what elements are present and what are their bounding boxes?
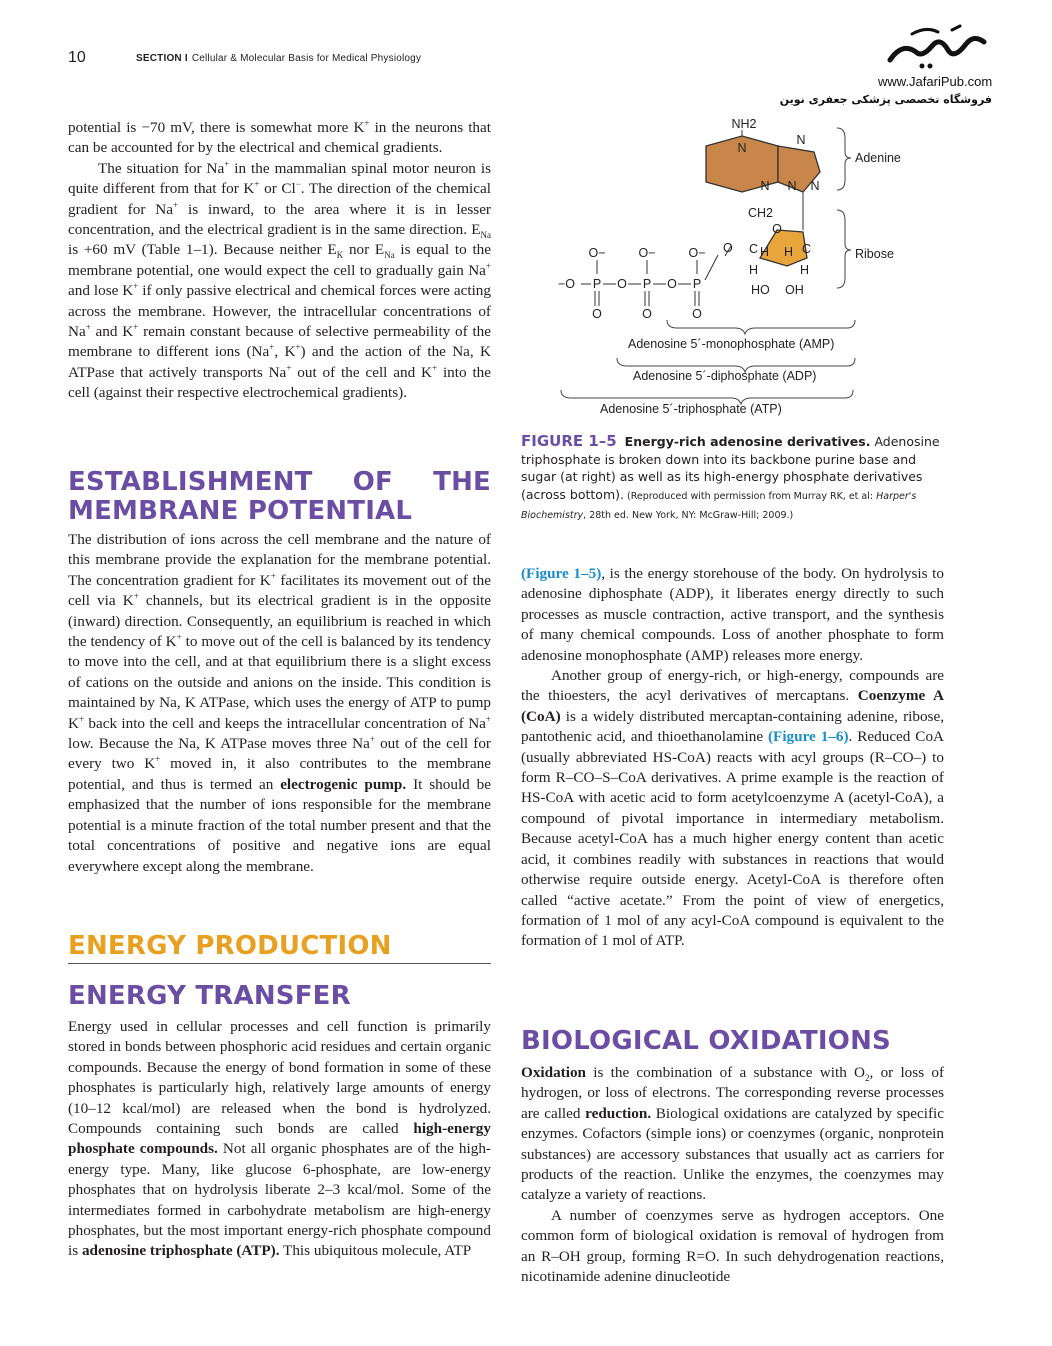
page-number: 10 — [68, 49, 86, 66]
label-n1: N — [737, 141, 747, 155]
right-column-2 — [521, 1063, 944, 1287]
label-om1: O− — [588, 246, 606, 260]
heading-biological-oxidations: BIOLOGICAL OXIDATIONS — [521, 1026, 891, 1056]
label-n3: N — [810, 179, 820, 193]
label-adenine: Adenine — [855, 151, 901, 165]
section-title: Cellular & Molecular Basis for Medical Physiology — [191, 53, 422, 64]
heading-energy-production: ENERGY PRODUCTION — [68, 931, 392, 961]
label-nh2: NH2 — [731, 117, 757, 131]
section-biological-oxidations — [521, 1027, 944, 1056]
paragraph: Oxidation is the combination of a substance with $O_2$, or loss of hydrogen, or loss of electrons. The corresponding reverse processes are called reduction. Biological oxidations are catalyzed by specific enzymes. Cofactors (simple ions) or coenzymes (organic, nonprotein substances) are accessory substances that usually act as carriers for products of the reaction. Unlike the enzymes, the coenzymes may catalyze a variety of reactions. — [521, 1064, 944, 1204]
paragraph: potential is −70 mV, there is somewhat more K+ in the neurons that can be accounted for by the electrical and chemical gradients. — [68, 117, 491, 157]
paragraph: Energy used in cellular processes and cell function is primarily stored in bonds between phosphoric acid residues and certain organic compounds. Because the energy of bond formation in some of these phosphates is particularly high, relatively large amounts of energy (10–12 kcal/mol) are released when the bond is hydrolyzed. Compounds containing such bonds are called high-energy phosphate compounds. Not all organic phosphates are of the high-energy type. Many, like glucose 6-phosphate, are low-energy phosphates that on hydrolysis liberate 2–3 kcal/mol. Some of the intermediates formed in carbohydrate metabolism are high-energy phosphates, but the most important energy-rich phosphate compound is adenosine triphosphate (ATP). This ubiquitous molecule, ATP — [68, 1018, 491, 1260]
paragraph: A number of coenzymes serve as hydrogen acceptors. One common form of biological oxidation is removal of hydrogen from an R–OH group, forming R=O. In such dehydrogenation reactions, nicotinamide adenine dinucleotide — [521, 1206, 944, 1286]
figure-1-5-link[interactable]: (Figure 1–5) — [521, 565, 602, 582]
label-o-b: O — [667, 277, 677, 291]
label-om3: O− — [688, 246, 706, 260]
label-h2: H — [784, 245, 794, 259]
paragraph: The situation for Na+ in the mammalian spinal motor neuron is quite different from that for K+ or Cl−. The direction of the chemical gradient for Na+ is inward, to the area where it is in lesser concentration, and the electrical gradient is in the same direction. $E_{Na}$ is +60 mV (Table 1–1). Because neither $E_K$ nor $E_{Na}$ is equal to the membrane potential, one would expect the cell to gradually gain Na+ and lose K+ if only passive electrical and chemical forces were acting across the membrane. However, the intracellular concentrations of Na+ and K+ remain constant because of selective permeability of the membrane to different ions (Na+, K+) and the action of the Na, K ATPase that actively transports Na+ out of the cell and K+ into the cell (against their respective electrochemical gradients). — [68, 158, 492, 402]
paragraph: Another group of energy-rich, or high-energy, compounds are the thioesters, the acyl derivatives of mercaptans. Coenzyme A (CoA) is a widely distributed mercaptan-containing adenine, ribose, pantothenic acid, and thioethanolamine (Figure 1–6). Reduced CoA (usually abbreviated HS-CoA) reacts with acyl groups (R–CO–) to form R–CO–S–CoA derivatives. A prime example is the reaction of HS-CoA with acetic acid to form acetylcoenzyme A (acetyl-CoA), a compound of pivotal importance in intermediary metabolism. Because acetyl-CoA has a much higher energy content than acetic acid, it combines readily with substances in reactions that would otherwise require outside energy. Acetyl-CoA is therefore often called “active acetate.” From the point of view of energetics, formation of 1 mol of any acyl-CoA compound is equivalent to the formation of 1 mol of ATP. — [521, 667, 944, 950]
running-header — [136, 53, 421, 64]
figure-label: FIGURE 1–5 — [521, 432, 617, 450]
figure-caption — [521, 433, 951, 525]
logo-url: www.JafariPub.com — [878, 74, 993, 89]
heading-energy-transfer: ENERGY TRANSFER — [68, 981, 351, 1011]
logo-calligraphy-icon — [882, 22, 992, 72]
label-p3: P — [692, 277, 702, 291]
paragraph: (Figure 1–5), is the energy storehouse of the body. On hydrolysis to adenosine diphosphate (ADP), it liberates energy directly to such processes as muscle contraction, active transport, and the synthesis of many chemical compounds. Loss of another phosphate to form adenosine monophosphate (AMP) releases more energy. — [521, 565, 944, 664]
label-n5: N — [760, 179, 770, 193]
atp-structure-figure — [555, 108, 935, 428]
figure-credit: (Reproduced with permission from Murray RK, et al: Harper's Biochemistry, 28th ed. New York, NY: McGraw-Hill; 2009.) — [521, 490, 917, 521]
section-energy-production — [68, 932, 491, 1011]
publisher-logo — [779, 22, 993, 106]
label-n2: N — [796, 133, 806, 147]
left-column-3 — [68, 1017, 491, 1262]
right-column — [521, 564, 944, 952]
label-p1: P — [592, 277, 602, 291]
label-c1: C — [749, 242, 759, 256]
label-od3: O — [692, 307, 702, 321]
figure-1-6-link[interactable]: (Figure 1–6) — [767, 728, 849, 746]
label-od2: O — [642, 307, 652, 321]
label-atp: Adenosine 5´-triphosphate (ATP) — [600, 402, 782, 416]
label-om2: O− — [638, 246, 656, 260]
left-column — [68, 118, 491, 404]
label-oh: OH — [785, 283, 804, 297]
label-bridge-o: O — [723, 241, 733, 255]
heading-establishment: ESTABLISHMENT OF THE MEMBRANE POTENTIAL — [68, 467, 491, 526]
section-establishment — [68, 468, 491, 526]
label-h1: H — [760, 245, 770, 259]
label-terminal-o: −O — [558, 277, 576, 291]
figure-title: Energy-rich adenosine derivatives. — [624, 434, 871, 449]
label-o-a: O — [617, 277, 627, 291]
section-label: SECTION I — [136, 53, 188, 64]
figure-text: Adenosine triphosphate is broken down into its backbone purine base and sugar (at right) as well as its high-energy phosphate derivatives (across bottom). — [521, 434, 940, 502]
label-ribose: Ribose — [855, 247, 894, 261]
paragraph: The distribution of ions across the cell membrane and the nature of this membrane provide the explanation for the membrane potential. The concentration gradient for K+ facilitates its movement out of the cell via K+ channels, but its electrical gradient is in the opposite (inward) direction. Consequently, an equilibrium is reached in which the tendency of K+ to move out of the cell is balanced by its tendency to move into the cell, and at that equilibrium there is a slight excess of cations on the outside and anions on the inside. This condition is maintained by Na, K ATPase, which uses the energy of ATP to pump K+ back into the cell and keeps the intracellular concentration of Na+ low. Because the Na, K ATPase moves three Na+ out of the cell for every two K+ moved in, it also contributes to the membrane potential, and thus is termed an electrogenic pump. It should be emphasized that the number of ions responsible for the membrane potential is a minute fraction of the total number present and that the total concentrations of positive and negative ions are equal everywhere except along the membrane. — [68, 531, 492, 875]
label-adp: Adenosine 5´-diphosphate (ADP) — [633, 369, 817, 383]
logo-tagline: فروشگاه تخصصی پزشکی جعفری نوین — [779, 93, 992, 106]
label-od1: O — [592, 307, 602, 321]
label-amp: Adenosine 5´-monophosphate (AMP) — [628, 337, 835, 351]
label-c2: C — [802, 242, 812, 256]
label-ring-o: O — [772, 222, 782, 236]
label-h3: H — [749, 263, 759, 277]
left-column-2 — [68, 530, 491, 877]
divider — [68, 963, 491, 964]
label-ho: HO — [751, 283, 770, 297]
label-p2: P — [642, 277, 652, 291]
label-ch2: CH2 — [748, 206, 774, 220]
label-h4: H — [800, 263, 810, 277]
label-n4: N — [787, 179, 797, 193]
